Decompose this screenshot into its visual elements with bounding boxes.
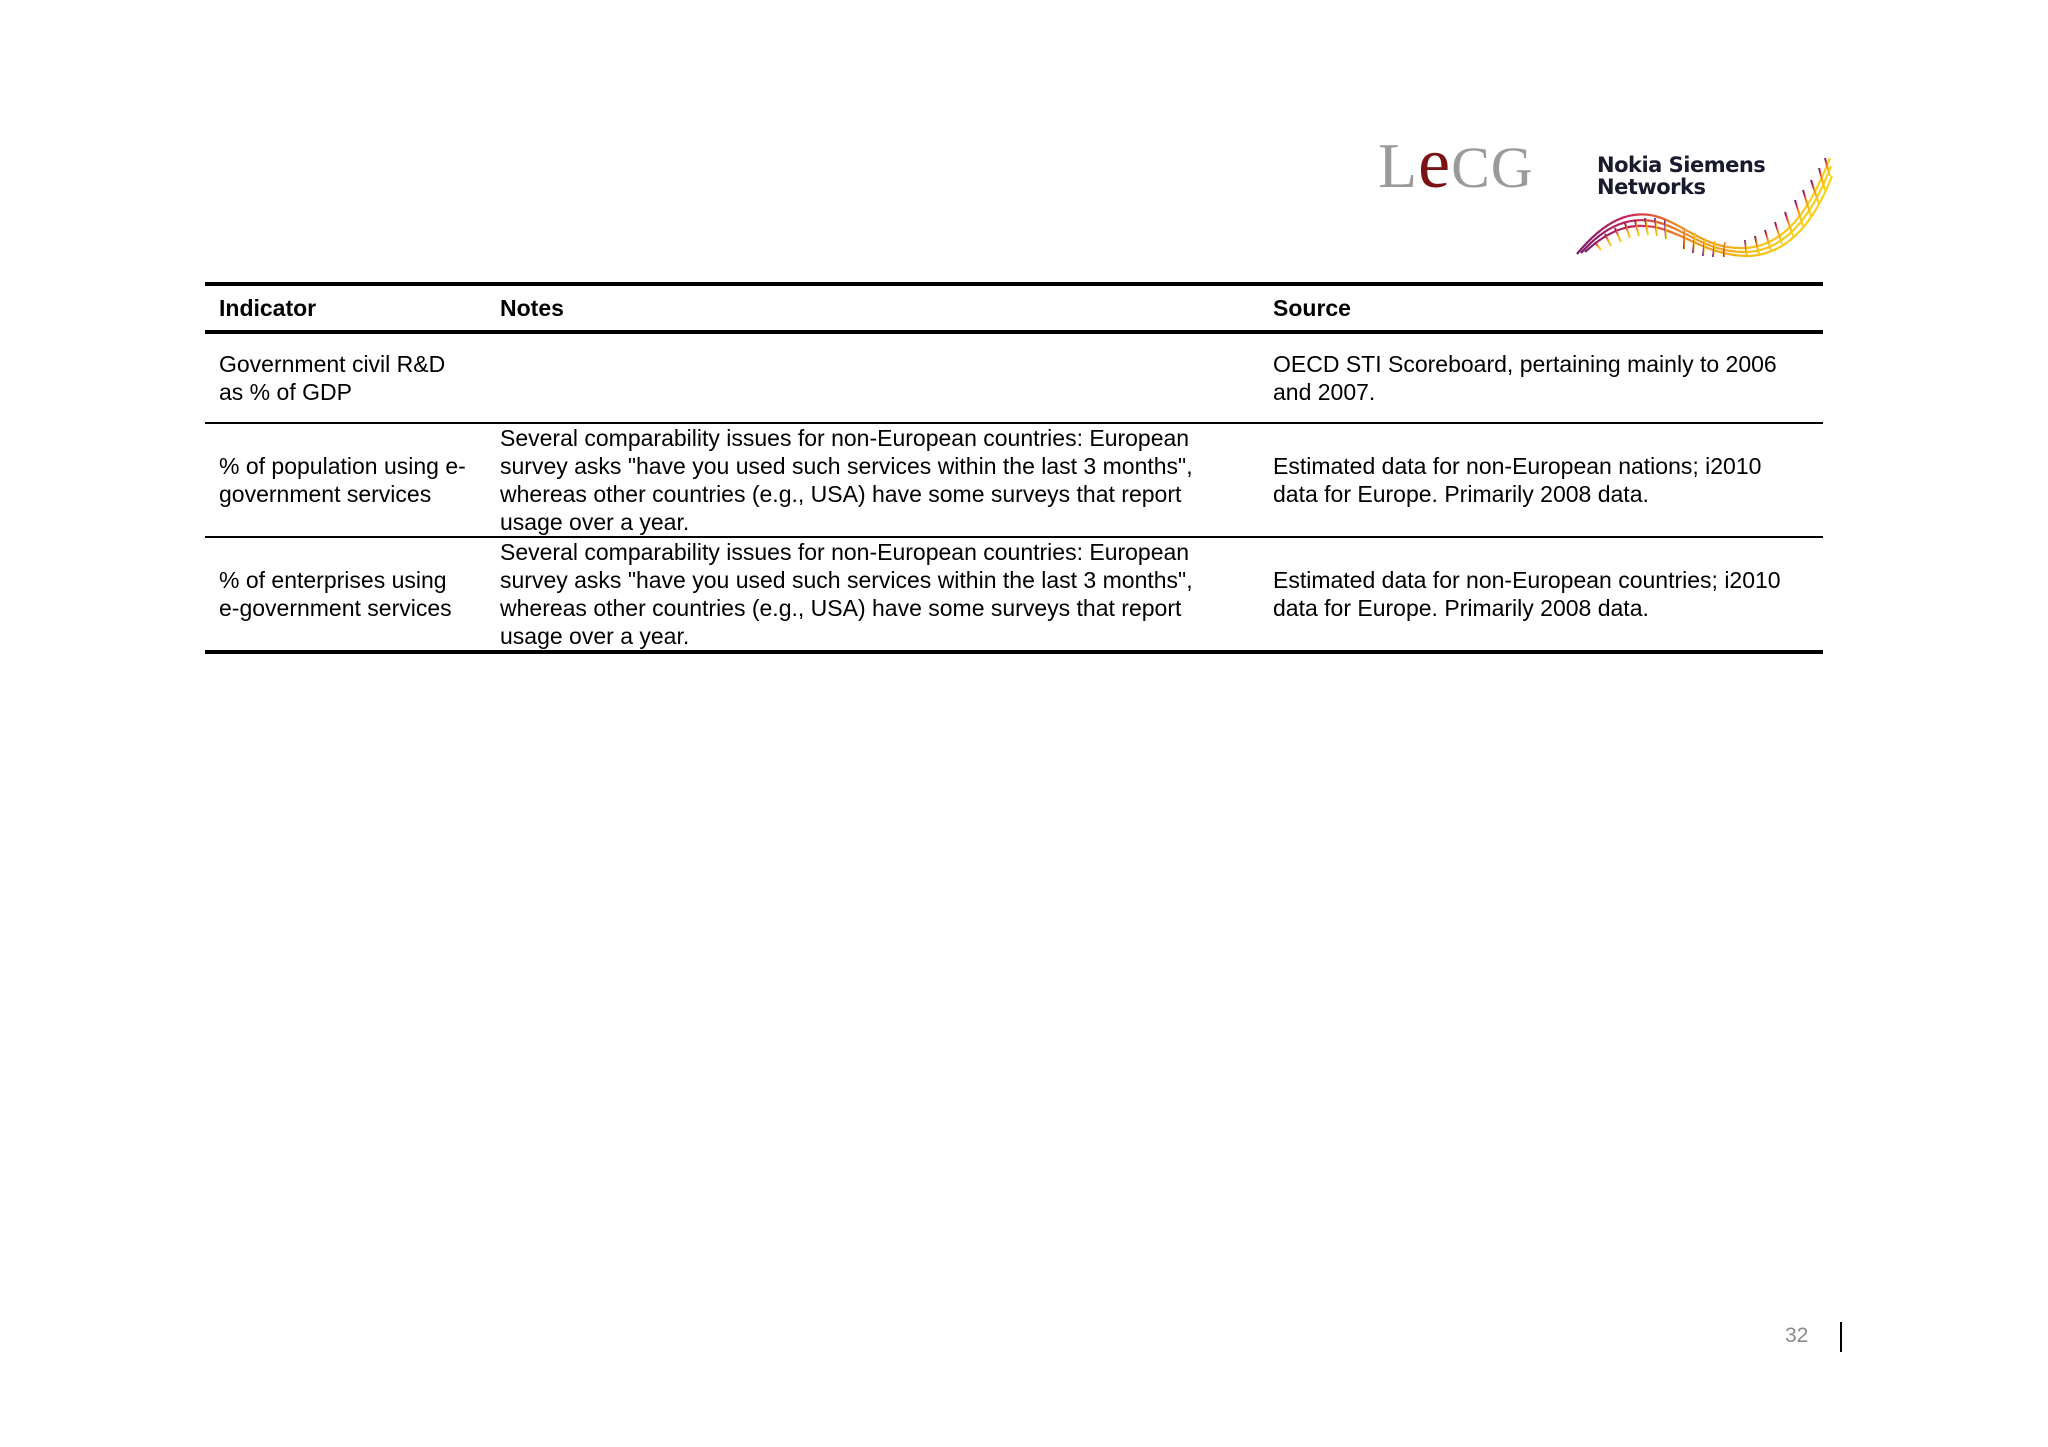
source-cell: Estimated data for non-European nations; i2010 data for Europe. Primarily 2008 data. <box>1273 453 1762 507</box>
nsn-line2: Networks <box>1597 175 1706 199</box>
lecg-logo: LeCG <box>1378 123 1534 203</box>
indicator-cell: % of population using e-government services <box>219 453 466 507</box>
source-cell: OECD STI Scoreboard, pertaining mainly to 2006 and 2007. <box>1273 351 1777 405</box>
header-row <box>205 284 1823 332</box>
page-number-divider <box>1840 1322 1842 1352</box>
indicator-table <box>205 282 1823 654</box>
nokia-siemens-networks-logo <box>1575 150 1835 260</box>
table-row <box>205 423 1823 537</box>
header-source: Source <box>1273 295 1351 321</box>
header-indicator: Indicator <box>219 295 317 321</box>
page-number: 32 <box>1785 1324 1809 1347</box>
nsn-wordmark <box>1597 154 1765 198</box>
table-body <box>205 332 1823 652</box>
notes-cell <box>486 332 1259 423</box>
source-cell: Estimated data for non-European countries; i2010 data for Europe. Primarily 2008 data. <box>1273 567 1781 621</box>
notes-cell: Several comparability issues for non-European countries: European survey asks "have you used such services within the last 3 months", whereas other countries (e.g., USA) have some surveys that report usage over a year. <box>500 539 1193 649</box>
indicator-cell: % of enterprises using e-government services <box>219 567 452 621</box>
table-row <box>205 537 1823 652</box>
indicator-cell: Government civil R&D as % of GDP <box>219 351 446 405</box>
table-header <box>205 284 1823 332</box>
notes-cell: Several comparability issues for non-European countries: European survey asks "have you used such services within the last 3 months", whereas other countries (e.g., USA) have some surveys that report usage over a year. <box>500 425 1193 535</box>
table-row <box>205 332 1823 423</box>
header-notes: Notes <box>500 295 564 321</box>
nsn-line1: Nokia Siemens <box>1597 153 1766 177</box>
